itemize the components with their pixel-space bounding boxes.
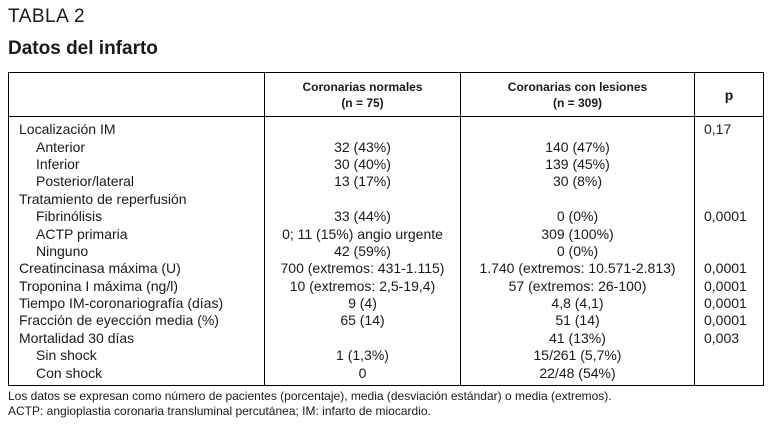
cell-p: 0,0001 bbox=[695, 208, 764, 225]
table-label: TABLA 2 bbox=[8, 6, 86, 27]
table-title: Datos del infarto bbox=[8, 38, 158, 59]
cell-lesiones: 51 (14) bbox=[461, 312, 695, 329]
table-row bbox=[9, 208, 764, 225]
cell-p: 0,0001 bbox=[695, 260, 764, 277]
table-row bbox=[9, 364, 764, 385]
row-label: Tiempo IM-coronariografía (días) bbox=[9, 295, 265, 312]
row-label: Troponina I máxima (ng/l) bbox=[9, 278, 265, 295]
cell-p: 0,0001 bbox=[695, 295, 764, 312]
cell-p bbox=[695, 173, 764, 190]
table-row bbox=[9, 278, 764, 295]
cell-p bbox=[695, 347, 764, 364]
cell-normales: 10 (extremos: 2,5-19,4) bbox=[265, 278, 461, 295]
table-row bbox=[9, 295, 764, 312]
cell-lesiones bbox=[461, 191, 695, 208]
cell-normales: 33 (44%) bbox=[265, 208, 461, 225]
header-lesiones-n: (n = 309) bbox=[552, 95, 603, 110]
cell-lesiones: 30 (8%) bbox=[461, 173, 695, 190]
cell-lesiones: 15/261 (5,7%) bbox=[461, 347, 695, 364]
row-label: Creatincinasa máxima (U) bbox=[9, 260, 265, 277]
cell-lesiones: 309 (100%) bbox=[461, 225, 695, 242]
row-label: Ninguno bbox=[9, 243, 265, 260]
row-label: Mortalidad 30 días bbox=[9, 330, 265, 347]
header-normales-n: (n = 75) bbox=[341, 95, 384, 110]
cell-normales: 32 (43%) bbox=[265, 138, 461, 155]
row-label: Con shock bbox=[9, 364, 265, 385]
cell-normales: 1 (1,3%) bbox=[265, 347, 461, 364]
row-label: Fibrinólisis bbox=[9, 208, 265, 225]
cell-p bbox=[695, 225, 764, 242]
cell-p bbox=[695, 156, 764, 173]
table-row bbox=[9, 191, 764, 208]
row-label: Fracción de eyección media (%) bbox=[9, 312, 265, 329]
cell-lesiones: 0 (0%) bbox=[461, 243, 695, 260]
cell-normales bbox=[265, 191, 461, 208]
table-row bbox=[9, 173, 764, 190]
row-label: Inferior bbox=[9, 156, 265, 173]
cell-normales: 0; 11 (15%) angio urgente bbox=[265, 225, 461, 242]
footnote: Los datos se expresan como número de pacientes (porcentaje), media (desviación estándar) o media (extremos). bbox=[8, 389, 612, 403]
cell-normales: 65 (14) bbox=[265, 312, 461, 329]
cell-p bbox=[695, 364, 764, 385]
table-row bbox=[9, 330, 764, 347]
cell-p: 0,0001 bbox=[695, 312, 764, 329]
cell-lesiones: 140 (47%) bbox=[461, 138, 695, 155]
cell-normales: 700 (extremos: 431-1.115) bbox=[265, 260, 461, 277]
cell-normales bbox=[265, 330, 461, 347]
table-row bbox=[9, 117, 764, 139]
cell-lesiones: 4,8 (4,1) bbox=[461, 295, 695, 312]
cell-normales: 0 bbox=[265, 364, 461, 385]
table-row bbox=[9, 260, 764, 277]
cell-lesiones: 0 (0%) bbox=[461, 208, 695, 225]
cell-normales: 30 (40%) bbox=[265, 156, 461, 173]
header-coronarias-lesiones bbox=[461, 73, 695, 117]
cell-normales: 13 (17%) bbox=[265, 173, 461, 190]
cell-normales: 42 (59%) bbox=[265, 243, 461, 260]
row-label: Tratamiento de reperfusión bbox=[9, 191, 265, 208]
cell-p bbox=[695, 243, 764, 260]
cell-lesiones: 57 (extremos: 26-100) bbox=[461, 278, 695, 295]
footnote: ACTP: angioplastia coronaria transluminal percutánea; IM: infarto de miocardio. bbox=[8, 404, 431, 418]
cell-p: 0,17 bbox=[695, 117, 764, 139]
cell-p bbox=[695, 191, 764, 208]
header-lesiones-label: Coronarias con lesiones bbox=[507, 79, 648, 94]
cell-p bbox=[695, 138, 764, 155]
cell-p: 0,0001 bbox=[695, 278, 764, 295]
table-footnotes bbox=[8, 389, 612, 419]
table-row bbox=[9, 312, 764, 329]
cell-lesiones: 22/48 (54%) bbox=[461, 364, 695, 385]
cell-lesiones: 139 (45%) bbox=[461, 156, 695, 173]
header-coronarias-normales bbox=[265, 73, 461, 117]
row-label: Anterior bbox=[9, 138, 265, 155]
table-row bbox=[9, 347, 764, 364]
cell-lesiones: 41 (13%) bbox=[461, 330, 695, 347]
table-row bbox=[9, 156, 764, 173]
cell-normales: 9 (4) bbox=[265, 295, 461, 312]
cell-lesiones bbox=[461, 117, 695, 139]
table-row bbox=[9, 225, 764, 242]
table-row bbox=[9, 138, 764, 155]
header-p: p bbox=[695, 73, 764, 117]
cell-lesiones: 1.740 (extremos: 10.571-2.813) bbox=[461, 260, 695, 277]
header-variable bbox=[9, 73, 265, 117]
row-label: Posterior/lateral bbox=[9, 173, 265, 190]
row-label: Localización IM bbox=[9, 117, 265, 139]
cell-normales bbox=[265, 117, 461, 139]
row-label: Sin shock bbox=[9, 347, 265, 364]
cell-p: 0,003 bbox=[695, 330, 764, 347]
table-row bbox=[9, 243, 764, 260]
row-label: ACTP primaria bbox=[9, 225, 265, 242]
header-row bbox=[9, 73, 764, 117]
header-normales-label: Coronarias normales bbox=[302, 79, 423, 94]
data-table bbox=[8, 72, 764, 386]
